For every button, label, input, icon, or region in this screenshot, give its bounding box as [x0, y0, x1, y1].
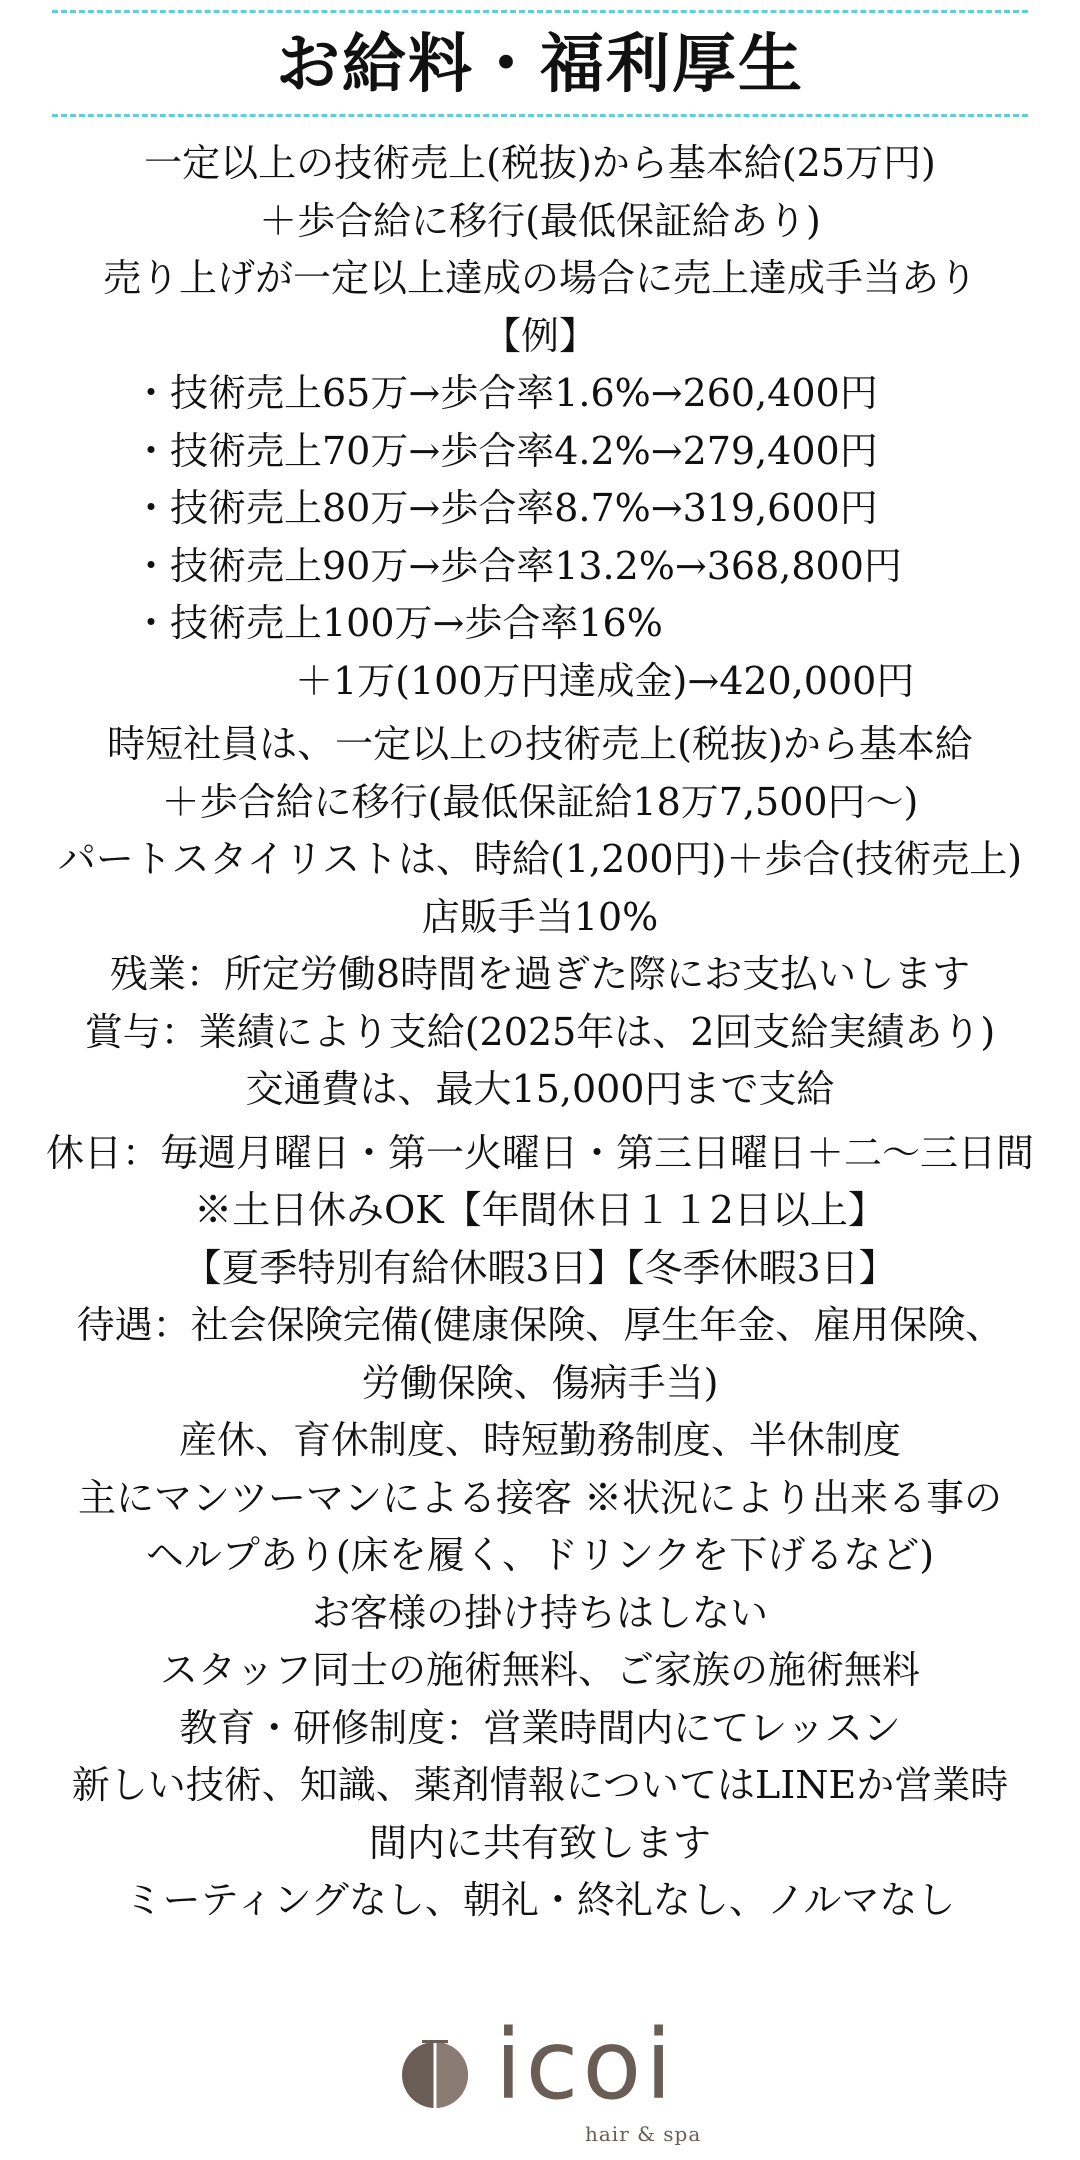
benefits-text-block	[0, 135, 1080, 1930]
brand-logo	[0, 2009, 1080, 2146]
example-item: ・技術売上80万→歩合率8.7%→319,600円	[132, 486, 878, 530]
parttime-line: パートスタイリストは、時給(1,200円)＋歩合(技術売上)	[57, 837, 1023, 881]
free-treatment-line: スタッフ同士の施術無料、ご家族の施術無料	[159, 1648, 920, 1692]
holiday-line: 休日：毎週月曜日・第一火曜日・第三日曜日＋二～三日間	[45, 1130, 1034, 1175]
insurance-line: 待遇：社会保険完備(健康保険、厚生年金、雇用保険、	[76, 1303, 1004, 1347]
leave-system-line: 産休、育休制度、時短勤務制度、半休制度	[178, 1418, 901, 1462]
overtime-line: 残業：所定労働8時間を過ぎた際にお支払いします	[109, 952, 971, 996]
shorttime-line: 時短社員は、一定以上の技術売上(税抜)から基本給	[107, 722, 973, 766]
holiday-line: 【夏季特別有給休暇3日】【冬季休暇3日】	[183, 1245, 897, 1290]
no-meetings-line: ミーティングなし、朝礼・終礼なし、ノルマなし	[124, 1878, 956, 1922]
transport-line: 交通費は、最大15,000円まで支給	[245, 1067, 835, 1111]
store-sales-allowance: 店販手当10%	[421, 894, 659, 939]
holiday-line: ※土日休みOK【年間休日１１2日以上】	[194, 1188, 886, 1232]
bonus-line: 賞与：業績により支給(2025年は、2回支給実績あり)	[84, 1009, 996, 1054]
service-line: ヘルプあり(床を履く、ドリンクを下げるなど)	[145, 1533, 935, 1577]
page-title: お給料・福利厚生	[276, 27, 804, 102]
info-sharing-line: 間内に共有致します	[368, 1820, 711, 1865]
shorttime-line: ＋歩合給に移行(最低保証給18万7,500円～)	[161, 779, 919, 824]
info-sharing-line: 新しい技術、知識、薬剤情報についてはLINEか営業時	[71, 1763, 1009, 1807]
example-item-continuation: ＋1万(100万円達成金)→420,000円	[295, 658, 915, 703]
top-dashed-divider	[52, 10, 1028, 13]
logo-wordmark: icoi	[495, 2009, 676, 2121]
service-line: お客様の掛け持ちはしない	[311, 1590, 768, 1635]
example-item: ・技術売上65万→歩合率1.6%→260,400円	[132, 371, 878, 415]
salary-line: 売り上げが一定以上達成の場合に売上達成手当あり	[102, 256, 977, 300]
example-heading: 【例】	[482, 313, 597, 358]
insurance-line: 労働保険、傷病手当)	[361, 1360, 719, 1405]
bottom-dashed-divider	[52, 114, 1028, 117]
service-line: 主にマンツーマンによる接客 ※状況により出来る事の	[77, 1475, 1003, 1520]
training-line: 教育・研修制度：営業時間内にてレッスン	[179, 1705, 901, 1750]
example-item: ・技術売上70万→歩合率4.2%→279,400円	[132, 428, 878, 473]
salary-line: 一定以上の技術売上(税抜)から基本給(25万円)	[144, 141, 936, 185]
example-item: ・技術売上100万→歩合率16%	[132, 601, 663, 645]
logo-mark-icon	[400, 2040, 470, 2110]
logo-tagline: hair & spa	[585, 2122, 702, 2146]
salary-line: ＋歩合給に移行(最低保証給あり)	[259, 198, 821, 243]
example-item: ・技術売上90万→歩合率13.2%→368,800円	[132, 543, 902, 588]
